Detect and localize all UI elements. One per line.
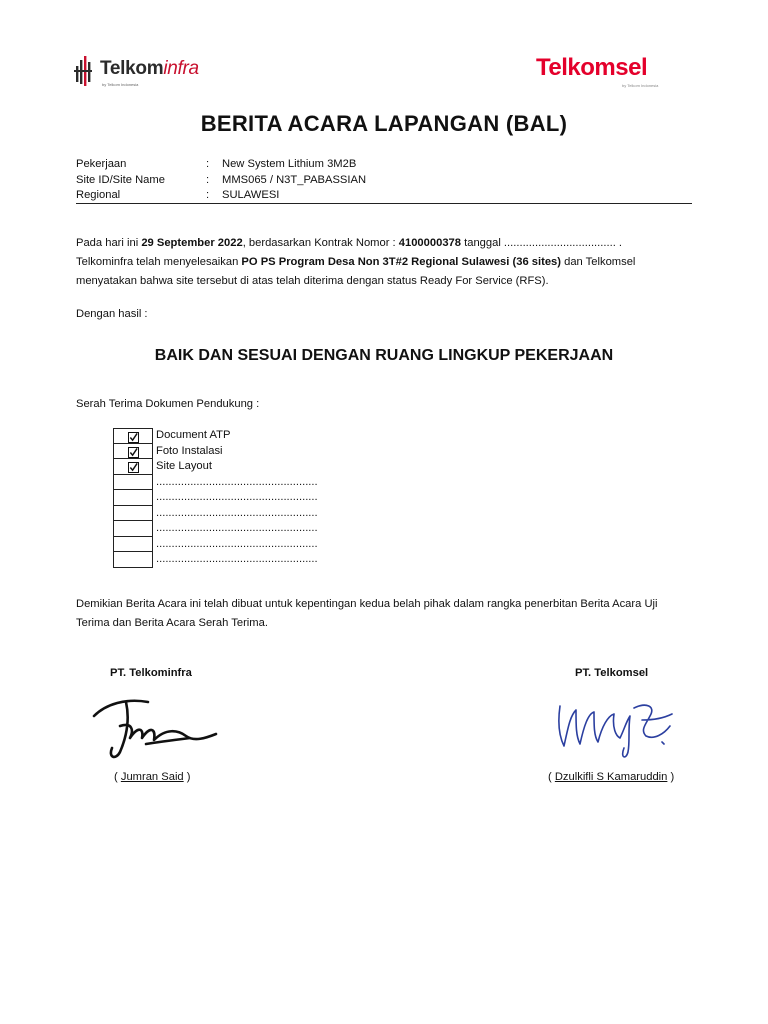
- info-value: New System Lithium 3M2B: [222, 158, 357, 170]
- telkomsel-logo: [536, 54, 668, 94]
- document-label: ....................................................: [156, 506, 318, 519]
- closing-line-1: Demikian Berita Acara ini telah dibuat untuk kepentingan kedua belah pihak dalam rangka penerbitan Berita Acara Uji: [76, 598, 658, 610]
- checkbox-cell: [113, 506, 153, 522]
- program-name: PO PS Program Desa Non 3T#2 Regional Sulawesi (36 sites): [241, 256, 561, 268]
- signatory-company-left: PT. Telkominfra: [110, 667, 192, 679]
- telkominfra-mark-icon: [74, 56, 96, 86]
- divider: [76, 203, 692, 204]
- info-label: Site ID/Site Name: [76, 173, 165, 186]
- signatory-name-right: ( Dzulkifli S Kamaruddin ): [548, 771, 675, 783]
- bal-date: 29 September 2022: [141, 237, 243, 249]
- document-label: Document ATP: [156, 429, 231, 441]
- dengan-hasil-label: Dengan hasil :: [76, 308, 148, 320]
- telkomsel-sub: by Telkom Indonesia: [622, 83, 659, 88]
- supporting-docs-label: Serah Terima Dokumen Pendukung :: [76, 398, 260, 410]
- statement-line-1: Pada hari ini 29 September 2022, berdasarkan Kontrak Nomor : 4100000378 tanggal .................................... .: [76, 237, 623, 249]
- checkbox-cell: [113, 552, 153, 568]
- signatory-name-left: ( Jumran Said ): [114, 771, 191, 783]
- checkbox-cell: [113, 537, 153, 553]
- checkbox-cell: [113, 475, 153, 491]
- telkominfra-sub: by Telkom Indonesia: [102, 82, 139, 87]
- info-sep: :: [206, 189, 210, 201]
- document-label: ....................................................: [156, 491, 318, 503]
- info-value: SULAWESI: [222, 189, 280, 201]
- result-heading: BAIK DAN SESUAI DENGAN RUANG LINGKUP PEKERJAAN: [154, 347, 614, 364]
- checkbox-cell: [113, 459, 153, 475]
- document-title: BERITA ACARA LAPANGAN (BAL): [200, 111, 568, 136]
- info-label: Regional: [76, 189, 121, 201]
- document-label: ....................................................: [156, 522, 318, 534]
- closing-line-2: Terima dan Berita Acara Serah Terima.: [76, 617, 268, 629]
- signature-left-image: [86, 686, 226, 766]
- telkominfra-logo: [72, 52, 212, 92]
- statement-paragraph: [76, 234, 696, 291]
- info-sep: :: [206, 173, 210, 186]
- checkmark-icon: [128, 447, 139, 458]
- closing-paragraph: [76, 595, 696, 633]
- checkmark-icon: [128, 432, 139, 443]
- document-label: ....................................................: [156, 537, 318, 550]
- document-label: ....................................................: [156, 553, 318, 565]
- telkominfra-wordmark: Telkominfra: [100, 58, 199, 79]
- contract-number: 4100000378: [398, 237, 461, 249]
- checkbox-cell: [113, 444, 153, 460]
- checkbox-cell: [113, 521, 153, 537]
- document-label: ....................................................: [156, 475, 318, 488]
- checkmark-icon: [128, 462, 139, 473]
- checkbox-cell: [113, 490, 153, 506]
- telkomsel-wordmark: Telkomsel: [536, 54, 648, 81]
- checkbox-cell: [113, 428, 153, 444]
- statement-line-2: Telkominfra telah menyelesaikan PO PS Program Desa Non 3T#2 Regional Sulawesi (36 sites) dan Telkomsel: [76, 256, 636, 268]
- signature-right-image: [546, 686, 686, 766]
- document-label: Foto Instalasi: [156, 444, 223, 457]
- info-label: Pekerjaan: [76, 158, 127, 170]
- info-sep: :: [206, 158, 210, 170]
- info-value: MMS065 / N3T_PABASSIAN: [222, 173, 367, 186]
- statement-line-3: menyatakan bahwa site tersebut di atas telah diterima dengan status Ready For Service (RFS).: [76, 275, 549, 287]
- signatory-company-right: PT. Telkomsel: [575, 667, 649, 679]
- document-label: Site Layout: [156, 460, 212, 472]
